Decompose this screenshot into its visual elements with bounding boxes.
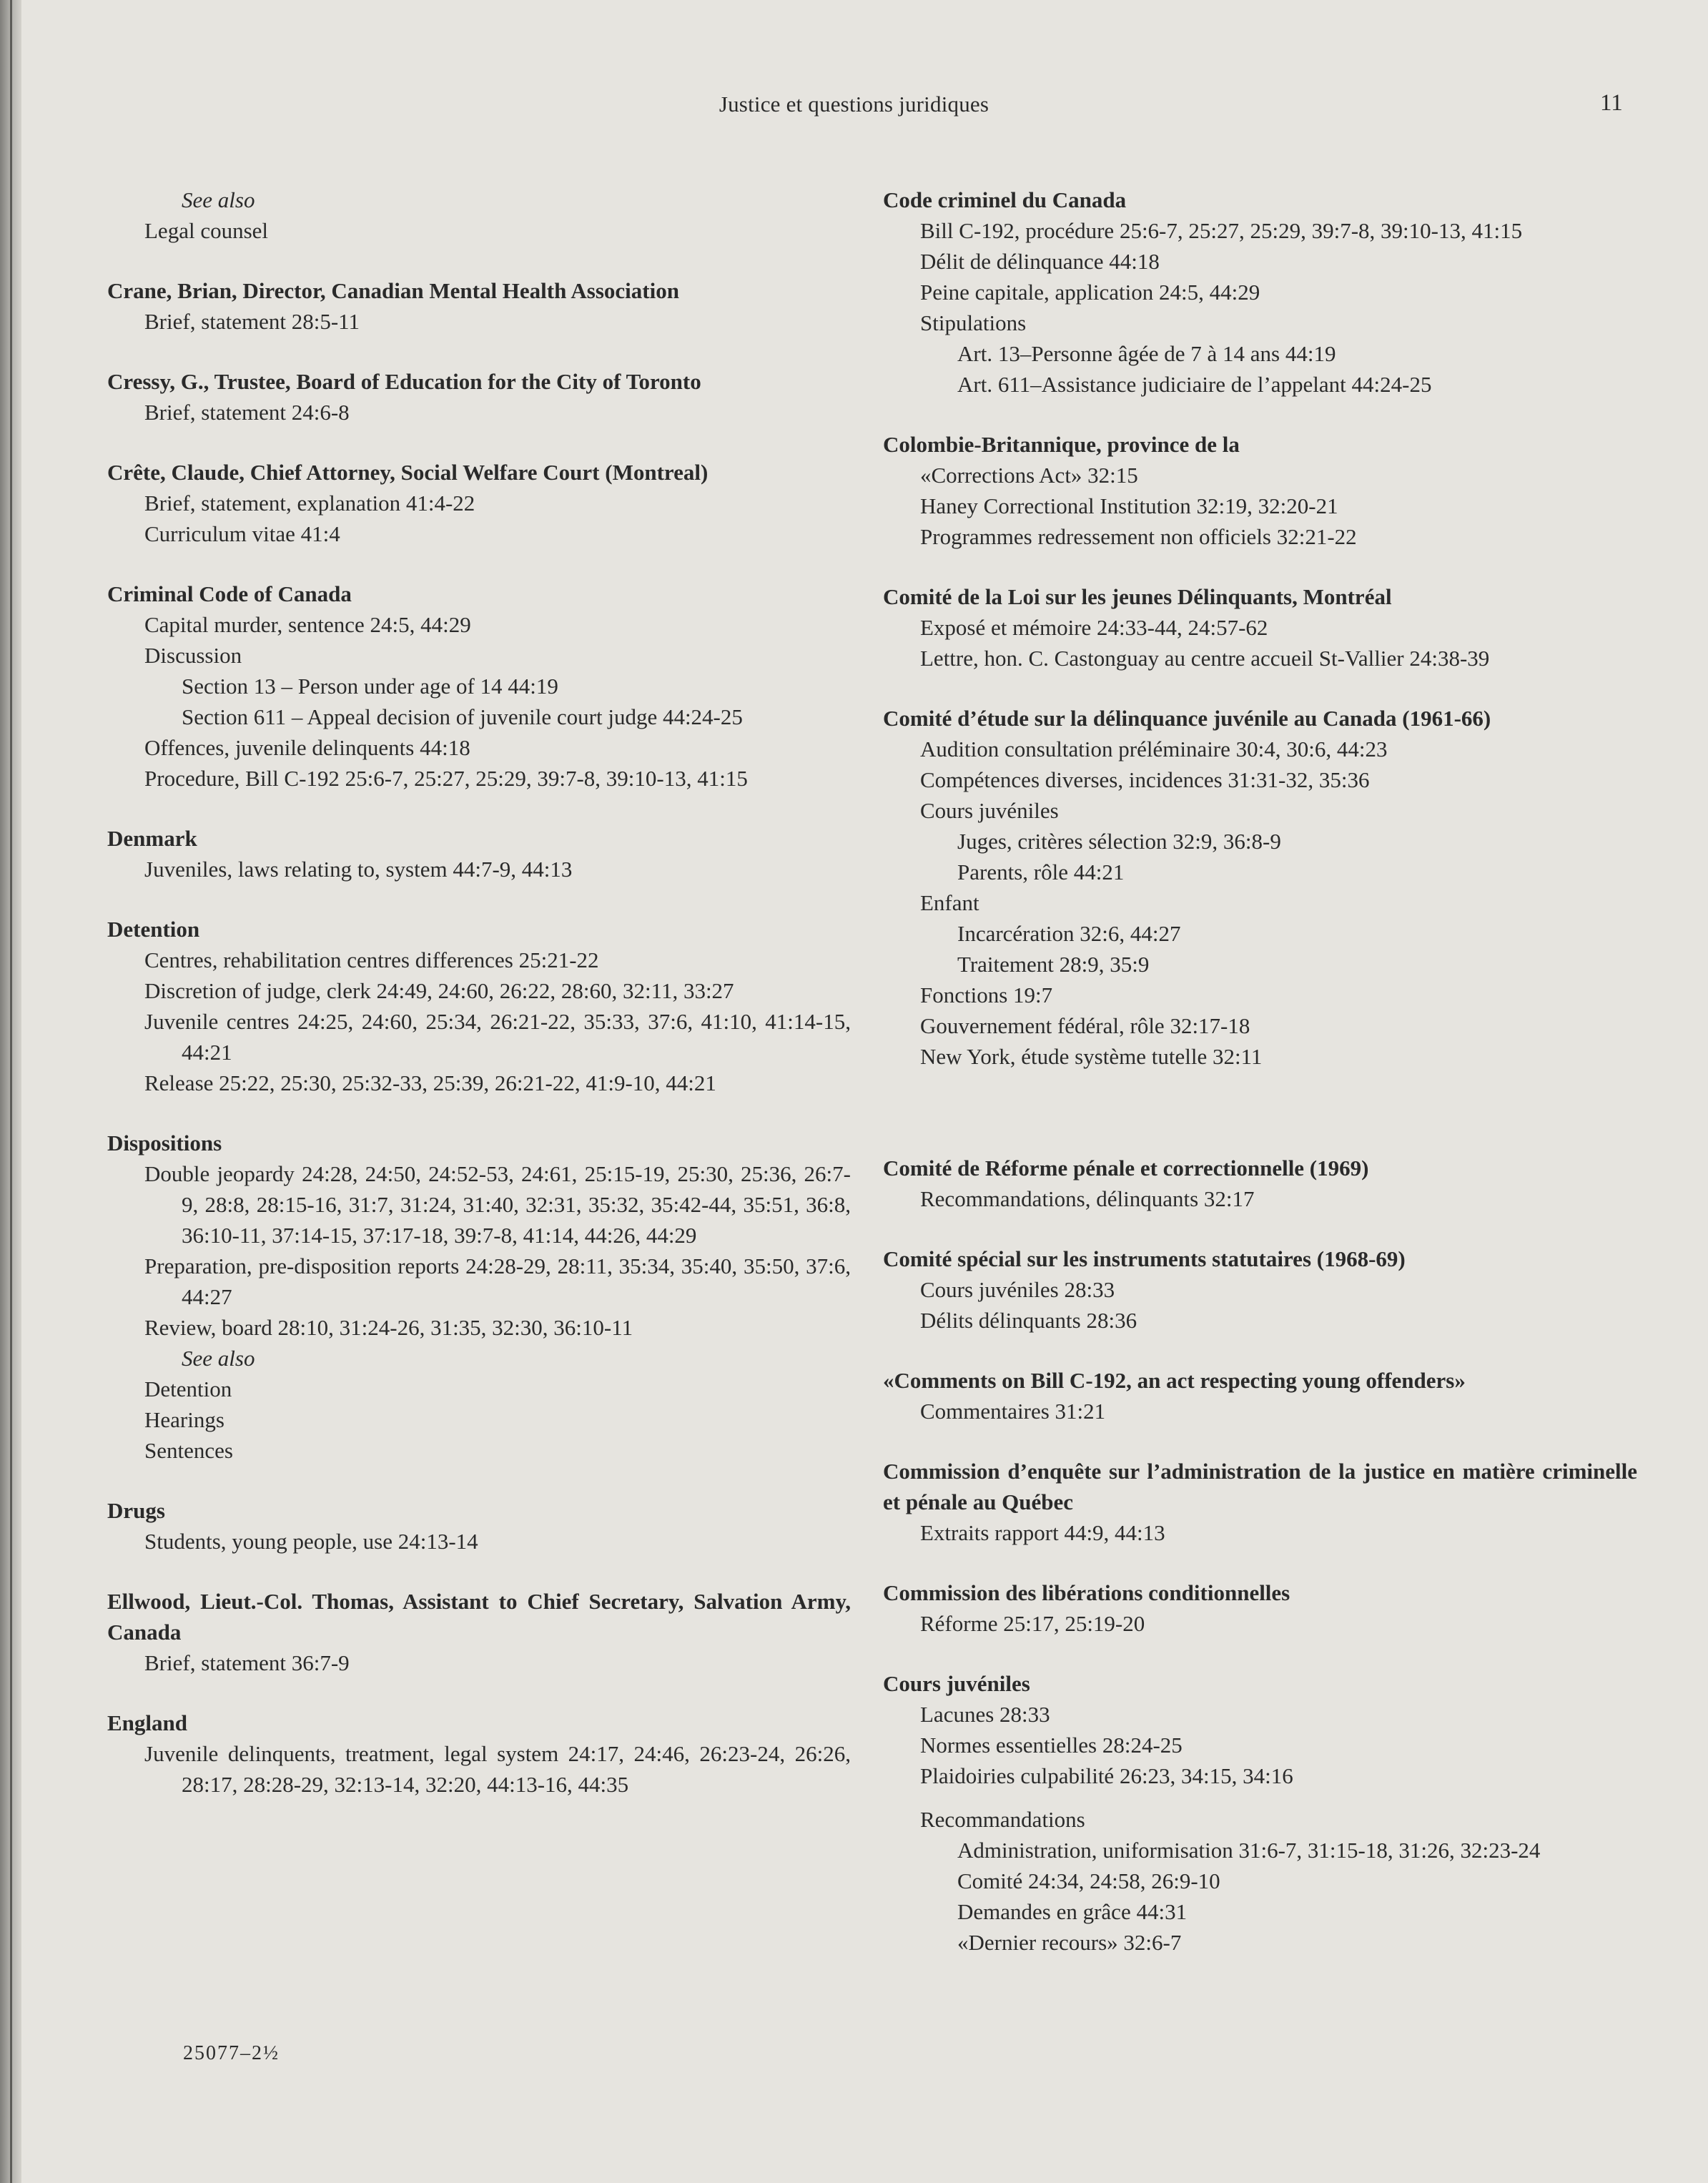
index-entry xyxy=(883,1153,1637,1214)
index-subentry: Juges, critères sélection 32:9, 36:8-9 xyxy=(957,829,1281,854)
index-subentry: Section 13 – Person under age of 14 44:19 xyxy=(182,674,558,699)
index-subentry: Cours juvéniles xyxy=(920,798,1059,823)
index-subentry: Traitement 28:9, 35:9 xyxy=(957,952,1150,977)
right-index-column xyxy=(883,184,1637,1987)
index-subentry: Curriculum vitae 41:4 xyxy=(144,521,340,546)
index-subentry: Demandes en grâce 44:31 xyxy=(957,1899,1188,1924)
index-subentry: Brief, statement 36:7-9 xyxy=(144,1650,350,1675)
index-subentry: Section 611 – Appeal decision of juvenile court judge 44:24-25 xyxy=(182,704,743,729)
index-entry xyxy=(107,1495,851,1557)
index-subentry: Brief, statement 24:6-8 xyxy=(144,400,350,425)
index-entry-heading: Comité d’étude sur la délinquance juvénile au Canada (1961-66) xyxy=(883,706,1491,731)
index-entry xyxy=(107,578,851,794)
index-subentry: Double jeopardy 24:28, 24:50, 24:52-53, 24:61, 25:15-19, 25:30, 25:36, 26:7-9, 28:8, 28:15-16, 31:7, 31:24, 31:40, 32:31, 35:32, 35:42-44, 35:51, 36:8, 36:10-11, 37:14-15, 37:17-18, 39:7-8, 41:14, 44:26, 44:29 xyxy=(144,1161,851,1248)
see-also-label: See also xyxy=(182,187,255,212)
index-subentry: Administration, uniformisation 31:6-7, 31:15-18, 31:26, 32:23-24 xyxy=(957,1838,1541,1863)
index-entry-heading: Crête, Claude, Chief Attorney, Social Welfare Court (Montreal) xyxy=(107,460,709,485)
index-entry xyxy=(883,1243,1637,1336)
index-subentry: Brief, statement, explanation 41:4-22 xyxy=(144,491,475,516)
index-entry-heading: Drugs xyxy=(107,1498,165,1523)
index-subentry: Audition consultation préléminaire 30:4, 30:6, 44:23 xyxy=(920,736,1388,762)
index-subentry: Cours juvéniles 28:33 xyxy=(920,1277,1115,1302)
index-entry xyxy=(107,275,851,337)
index-subentry: «Dernier recours» 32:6-7 xyxy=(957,1930,1182,1955)
index-subentry: Juvenile centres 24:25, 24:60, 25:34, 26:21-22, 35:33, 37:6, 41:10, 41:14-15, 44:21 xyxy=(144,1009,851,1065)
index-subentry: Compétences diverses, incidences 31:31-32, 35:36 xyxy=(920,767,1370,792)
index-subentry: Release 25:22, 25:30, 25:32-33, 25:39, 26:21-22, 41:9-10, 44:21 xyxy=(144,1070,716,1095)
index-subentry: Commentaires 31:21 xyxy=(920,1399,1106,1424)
index-subentry: Centres, rehabilitation centres differences 25:21-22 xyxy=(144,947,599,972)
index-entry-heading: Cours juvéniles xyxy=(883,1671,1030,1696)
index-entry-heading: Comité de la Loi sur les jeunes Délinquants, Montréal xyxy=(883,584,1392,609)
index-subentry: Exposé et mémoire 24:33-44, 24:57-62 xyxy=(920,615,1268,640)
index-entry-heading: Commission des libérations conditionnelles xyxy=(883,1580,1290,1605)
index-entry-heading: Dispositions xyxy=(107,1130,222,1155)
index-entry-heading: Cressy, G., Trustee, Board of Education for the City of Toronto xyxy=(107,369,701,394)
see-also-label: See also xyxy=(182,1346,255,1371)
index-subentry: Procedure, Bill C-192 25:6-7, 25:27, 25:29, 39:7-8, 39:10-13, 41:15 xyxy=(144,766,748,791)
index-entry xyxy=(107,1128,851,1466)
index-subentry: Délit de délinquance 44:18 xyxy=(920,249,1160,274)
index-entry-heading: Comité spécial sur les instruments statutaires (1968-69) xyxy=(883,1246,1406,1271)
index-entry xyxy=(107,823,851,884)
index-subentry: Extraits rapport 44:9, 44:13 xyxy=(920,1520,1165,1545)
index-subentry: Offences, juvenile delinquents 44:18 xyxy=(144,735,470,760)
index-subentry: Plaidoiries culpabilité 26:23, 34:15, 34:16 xyxy=(920,1763,1293,1788)
index-subentry: Hearings xyxy=(144,1407,224,1432)
index-entry-heading: Commission d’enquête sur l’administration de la justice en matière criminelle et pénale au Québec xyxy=(883,1459,1637,1514)
index-entry xyxy=(107,184,851,246)
index-subentry: Fonctions 19:7 xyxy=(920,982,1053,1007)
index-subentry: Recommandations xyxy=(920,1807,1085,1832)
index-entry xyxy=(883,184,1637,400)
index-entry-heading: Colombie-Britannique, province de la xyxy=(883,432,1240,457)
index-entry-heading: Crane, Brian, Director, Canadian Mental Health Association xyxy=(107,278,679,303)
index-subentry: Legal counsel xyxy=(144,218,269,243)
index-entry-heading: «Comments on Bill C-192, an act respecting young offenders» xyxy=(883,1368,1466,1393)
index-entry-heading: Ellwood, Lieut.-Col. Thomas, Assistant to Chief Secretary, Salvation Army, Canada xyxy=(107,1589,851,1645)
index-entry xyxy=(107,1586,851,1678)
index-subentry: Programmes redressement non officiels 32:21-22 xyxy=(920,524,1357,549)
section-spacer xyxy=(883,1101,1637,1153)
index-subentry: Discretion of judge, clerk 24:49, 24:60, 26:22, 28:60, 32:11, 33:27 xyxy=(144,978,734,1003)
index-entry xyxy=(883,1365,1637,1426)
running-header-title: Justice et questions juridiques xyxy=(719,92,989,117)
index-subentry: Gouvernement fédéral, rôle 32:17-18 xyxy=(920,1013,1250,1038)
index-subentry: Incarcération 32:6, 44:27 xyxy=(957,921,1181,946)
binding-shadow-line xyxy=(10,0,12,2183)
index-subentry: Students, young people, use 24:13-14 xyxy=(144,1529,478,1554)
printer-signature-code: 25077–2½ xyxy=(183,2042,280,2064)
index-subentry: New York, étude système tutelle 32:11 xyxy=(920,1044,1263,1069)
index-entry-heading: Detention xyxy=(107,917,200,942)
left-index-column xyxy=(107,184,851,1829)
index-subentry: Brief, statement 28:5-11 xyxy=(144,309,360,334)
index-subentry: Stipulations xyxy=(920,310,1027,335)
index-subentry: Réforme 25:17, 25:19-20 xyxy=(920,1611,1145,1636)
index-subentry: Enfant xyxy=(920,890,979,915)
index-subentry: Lettre, hon. C. Castonguay au centre accueil St-Vallier 24:38-39 xyxy=(920,646,1490,671)
index-subentry: Discussion xyxy=(144,643,242,668)
index-entry xyxy=(883,1456,1637,1548)
index-subentry: Juvenile delinquents, treatment, legal system 24:17, 24:46, 26:23-24, 26:26, 28:17, 28:28-29, 32:13-14, 32:20, 44:13-16, 44:35 xyxy=(144,1741,851,1797)
index-entry xyxy=(883,1668,1637,1958)
index-subentry: Délits délinquants 28:36 xyxy=(920,1308,1137,1333)
index-subentry: Sentences xyxy=(144,1438,233,1463)
index-subentry: Parents, rôle 44:21 xyxy=(957,859,1125,884)
index-subentry: Lacunes 28:33 xyxy=(920,1702,1050,1727)
index-subentry: Comité 24:34, 24:58, 26:9-10 xyxy=(957,1868,1220,1893)
index-entry xyxy=(107,457,851,549)
index-entry-heading: Denmark xyxy=(107,826,197,851)
index-subentry: Bill C-192, procédure 25:6-7, 25:27, 25:29, 39:7-8, 39:10-13, 41:15 xyxy=(920,218,1523,243)
index-subentry: Haney Correctional Institution 32:19, 32:20-21 xyxy=(920,493,1338,518)
index-entry-heading: England xyxy=(107,1710,188,1735)
index-subentry: Preparation, pre-disposition reports 24:28-29, 28:11, 35:34, 35:40, 35:50, 37:6, 44:27 xyxy=(144,1253,851,1309)
index-entry xyxy=(107,914,851,1098)
index-entry xyxy=(883,581,1637,674)
index-entry xyxy=(883,703,1637,1072)
index-entry xyxy=(107,366,851,428)
index-entry-heading: Comité de Réforme pénale et correctionnelle (1969) xyxy=(883,1155,1369,1181)
index-subentry: Detention xyxy=(144,1376,232,1401)
index-subentry: «Corrections Act» 32:15 xyxy=(920,463,1138,488)
index-entry xyxy=(883,429,1637,552)
index-subentry: Normes essentielles 28:24-25 xyxy=(920,1733,1183,1758)
index-subentry: Capital murder, sentence 24:5, 44:29 xyxy=(144,612,471,637)
index-subentry: Art. 611–Assistance judiciaire de l’appelant 44:24-25 xyxy=(957,372,1432,397)
index-subentry: Review, board 28:10, 31:24-26, 31:35, 32:30, 36:10-11 xyxy=(144,1315,633,1340)
index-subentry: Art. 13–Personne âgée de 7 à 14 ans 44:19 xyxy=(957,341,1336,366)
index-entry-heading: Code criminel du Canada xyxy=(883,187,1127,212)
index-entry-heading: Criminal Code of Canada xyxy=(107,581,352,606)
index-subentry: Recommandations, délinquants 32:17 xyxy=(920,1186,1255,1211)
index-subentry: Peine capitale, application 24:5, 44:29 xyxy=(920,280,1260,305)
index-subentry: Juveniles, laws relating to, system 44:7-9, 44:13 xyxy=(144,857,573,882)
index-entry xyxy=(883,1577,1637,1639)
index-entry xyxy=(107,1708,851,1800)
page-number: 11 xyxy=(1600,90,1623,116)
